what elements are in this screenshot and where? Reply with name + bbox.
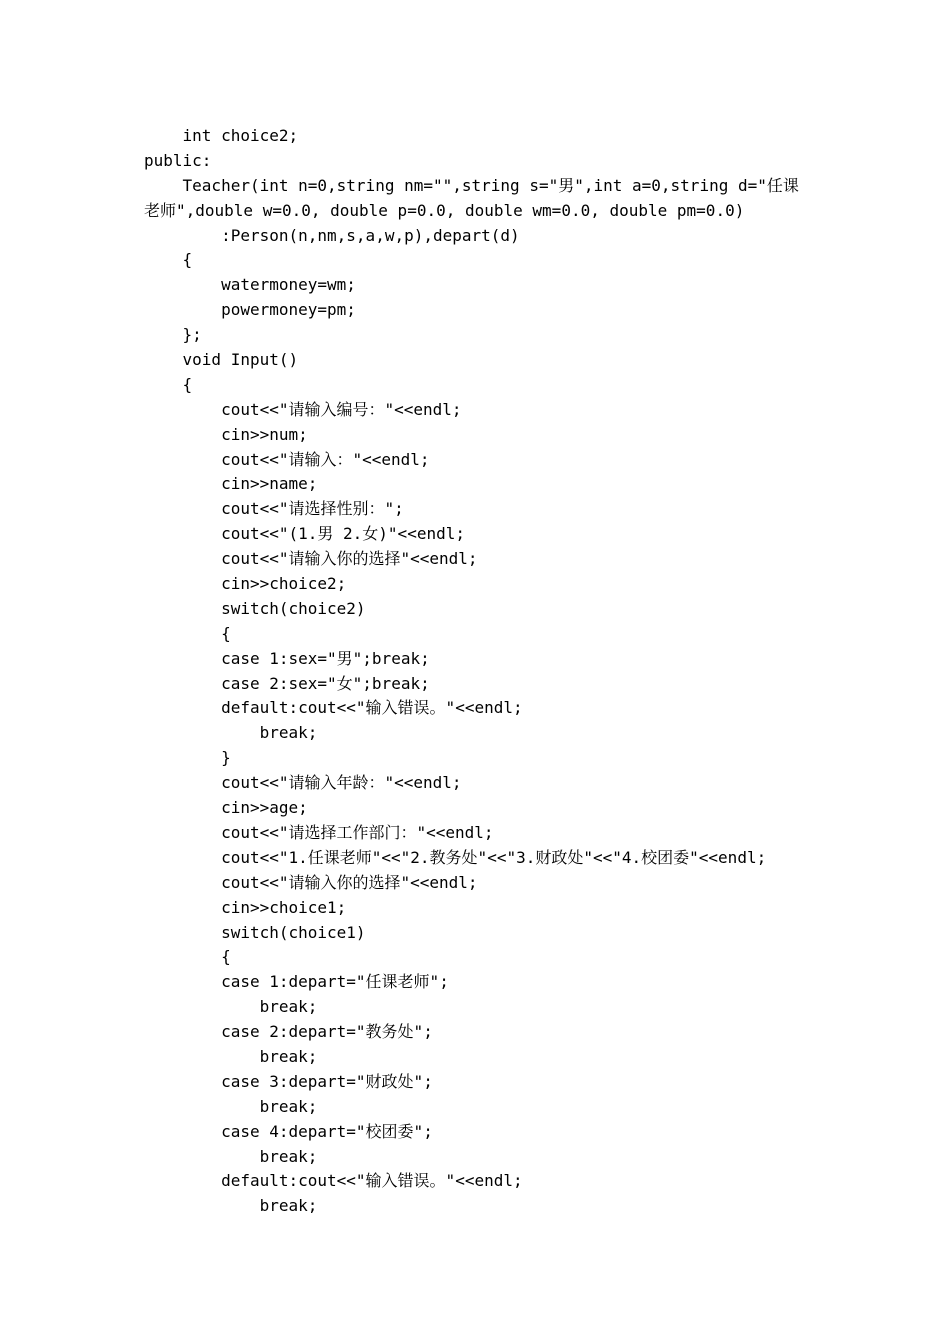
code-line: { xyxy=(144,374,193,394)
code-line: switch(choice2) xyxy=(144,598,366,618)
code-line: break; xyxy=(144,1196,318,1216)
code-line: break; xyxy=(144,1096,318,1116)
code-line: powermoney=pm; xyxy=(144,300,356,320)
code-line: break; xyxy=(144,1046,318,1066)
code-line: break; xyxy=(144,1146,318,1166)
code-line: default:cout<<"输入错误。"<<endl; xyxy=(144,698,523,718)
code-line: cout<<"1.任课老师"<<"2.教务处"<<"3.财政处"<<"4.校团委"<<endl; xyxy=(144,847,767,867)
code-line: case 1:depart="任课老师"; xyxy=(144,972,449,992)
code-line: :Person(n,nm,s,a,w,p),depart(d) xyxy=(144,225,520,245)
code-line: cout<<"请输入年龄："<<endl; xyxy=(144,773,462,793)
code-line: break; xyxy=(144,997,318,1017)
code-line: cin>>num; xyxy=(144,424,308,444)
code-line: cout<<"(1.男 2.女)"<<endl; xyxy=(144,524,465,544)
code-line: cout<<"请输入编号："<<endl; xyxy=(144,399,462,419)
code-listing xyxy=(144,124,824,1219)
code-line: { xyxy=(144,947,231,967)
code-line: void Input() xyxy=(144,350,299,370)
code-line: case 2:depart="教务处"; xyxy=(144,1022,433,1042)
code-line: default:cout<<"输入错误。"<<endl; xyxy=(144,1171,523,1191)
code-line: cout<<"请输入："<<endl; xyxy=(144,449,430,469)
code-line: int choice2; xyxy=(144,126,299,145)
code-line: case 1:sex="男";break; xyxy=(144,648,430,668)
code-line: break; xyxy=(144,723,318,743)
code-line: switch(choice1) xyxy=(144,922,366,942)
code-line: cout<<"请选择工作部门："<<endl; xyxy=(144,822,494,842)
code-line: Teacher(int n=0,string nm="",string s="男",int a=0,string d="任课 xyxy=(144,175,799,195)
code-line: public: xyxy=(144,150,212,170)
code-line: cin>>choice1; xyxy=(144,897,347,917)
code-line: cin>>age; xyxy=(144,798,308,818)
code-line: cout<<"请选择性别："; xyxy=(144,499,404,519)
code-line: case 2:sex="女";break; xyxy=(144,673,430,693)
code-line: case 4:depart="校团委"; xyxy=(144,1121,433,1141)
code-line: cin>>choice2; xyxy=(144,574,347,594)
code-line: { xyxy=(144,623,231,643)
code-line: cout<<"请输入你的选择"<<endl; xyxy=(144,549,478,569)
code-line: cin>>name; xyxy=(144,474,318,494)
code-line: watermoney=wm; xyxy=(144,275,356,295)
code-line: { xyxy=(144,250,193,270)
code-line: } xyxy=(144,748,231,768)
code-line: }; xyxy=(144,325,202,345)
code-line: 老师",double w=0.0, double p=0.0, double wm=0.0, double pm=0.0) xyxy=(144,200,745,220)
code-line: cout<<"请输入你的选择"<<endl; xyxy=(144,872,478,892)
code-line: case 3:depart="财政处"; xyxy=(144,1071,433,1091)
